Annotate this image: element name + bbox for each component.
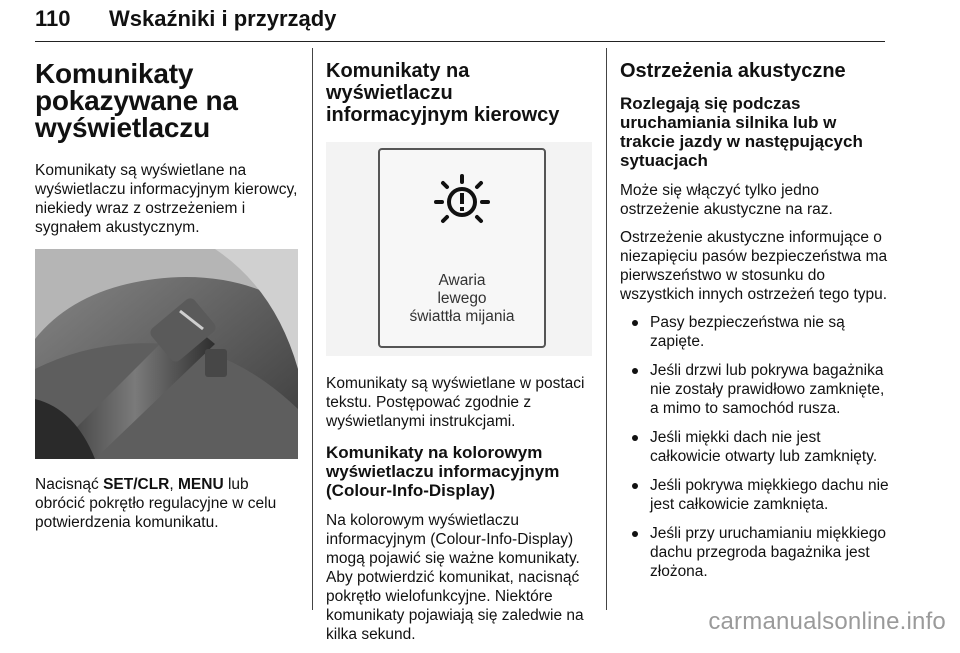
column-divider (606, 48, 607, 610)
page-title: Wskaźniki i przyrządy (109, 6, 337, 31)
driver-info-display-figure (326, 142, 592, 356)
menu-key: MENU (178, 476, 224, 493)
section-heading: Ostrzeżenia akustyczne (620, 60, 846, 82)
watermark: carmanualsonline.info (708, 608, 946, 635)
paragraph: Komunikaty są wyświetlane w postaci tekstu. Postępować zgodnie z wyświetlanymi instrukcjami. (326, 375, 585, 430)
intro-paragraph: Komunikaty są wyświetlane na wyświetlaczu informacyjnym kierowcy, niekiedy wraz z ostrzeżeniem i sygnałem akustycznym. (35, 162, 298, 236)
column-middle (326, 60, 592, 653)
column-left (35, 60, 300, 541)
stalk-photo (35, 249, 298, 459)
display-message: Awaria lewego świattła mijania (409, 272, 515, 325)
list-item: Jeśli drzwi lub pokrywa bagażnika nie zostały prawidłowo zamknięte, a mimo to samochód rusza. (620, 361, 890, 418)
column-right (620, 60, 890, 591)
paragraph: Na kolorowym wyświetlaczu informacyjnym (Colour-Info-Display) mogą pojawić się ważne komunikaty. Aby potwierdzić komunikat, nacisnąć pokrętło wielofunkcyjne. Niektóre komunikaty pojawiają się zaledwie na kilka sekund. (326, 512, 584, 643)
list-item: Jeśli miękki dach nie jest całkowicie otwarty lub zamknięty. (620, 428, 890, 466)
instruction-paragraph: Nacisnąć SET/CLR, MENU lub obrócić pokrętło regulacyjne w celu potwierdzenia komunikatu. (35, 476, 277, 531)
header-divider (35, 41, 885, 42)
lamp-failure-icon (432, 172, 492, 232)
section-heading: Komunikaty pokazywane na wyświetlaczu (35, 58, 238, 143)
section-heading: Komunikaty na kolorowym wyświetlaczu informacyjnym (Colour-Info-Display) (326, 443, 560, 500)
list-item: Jeśli przy uruchamianiu miękkiego dachu przegroda bagażnika jest złożona. (620, 524, 890, 581)
subsection-heading: Rozlegają się podczas uruchamiania silnika lub w trakcie jazdy w następujących sytuacjach (620, 94, 863, 170)
paragraph: Ostrzeżenie akustyczne informujące o niezapięciu pasów bezpieczeństwa ma pierwszeństwo w stosunku do wszystkich innych ostrzeżeń tego typu. (620, 229, 888, 303)
list-item: Jeśli pokrywa miękkiego dachu nie jest całkowicie zamknięta. (620, 476, 890, 514)
set-clr-key: SET/CLR (103, 476, 170, 493)
page-number: 110 (35, 6, 71, 31)
warning-list (620, 313, 890, 581)
section-heading: Komunikaty na wyświetlaczu informacyjnym kierowcy (326, 60, 560, 126)
list-item: Pasy bezpieczeństwa nie są zapięte. (620, 313, 890, 351)
steering-stalk-illustration (35, 249, 298, 459)
paragraph: Może się włączyć tylko jedno ostrzeżenie akustyczne na raz. (620, 182, 833, 218)
display-screen (378, 148, 546, 348)
column-divider (312, 48, 313, 610)
page-header (35, 4, 885, 48)
